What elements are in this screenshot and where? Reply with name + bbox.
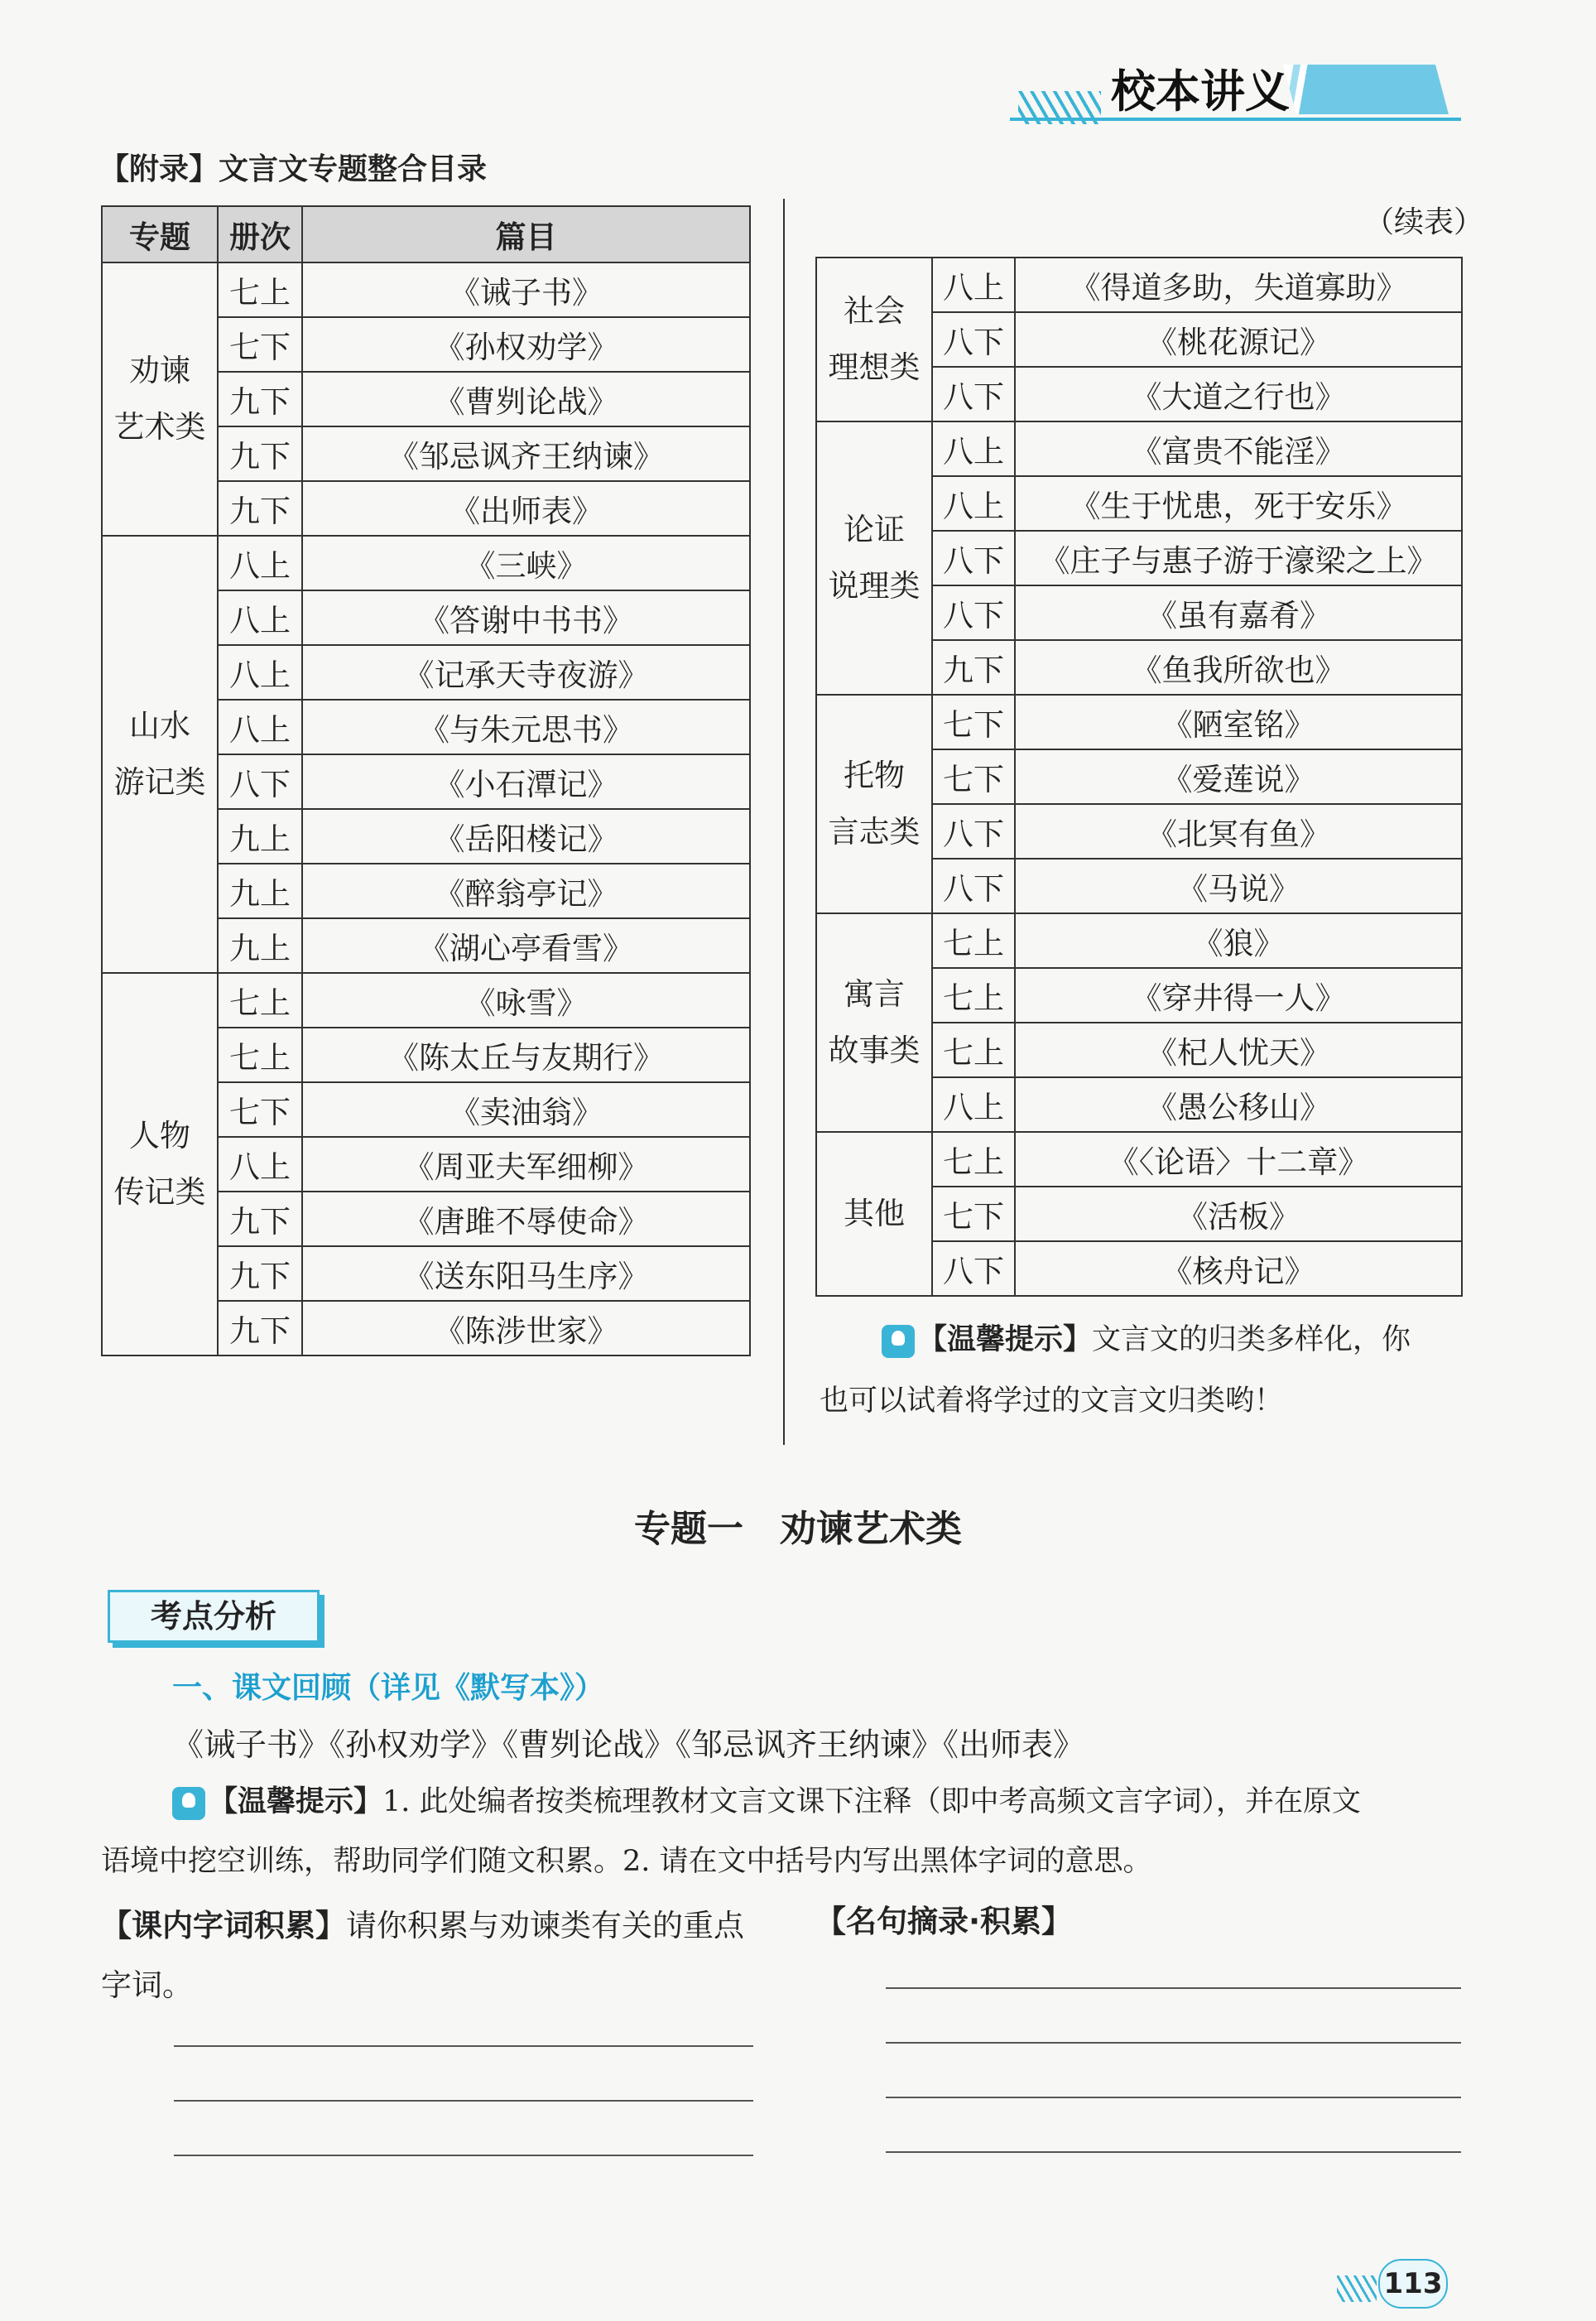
topic-text-line1: 山水 (129, 708, 190, 744)
volume-cell: 八上 (218, 536, 302, 590)
table-row (102, 262, 750, 317)
volume-cell: 八下 (932, 585, 1015, 640)
header-title-col: 篇目 (302, 206, 750, 262)
kaodian-badge: 考点分析 (108, 1590, 320, 1643)
article-cell: 《大道之行也》 (1015, 367, 1462, 421)
table-row (816, 913, 1462, 968)
topic-text-line2: 理想类 (828, 349, 921, 385)
volume-cell: 八下 (932, 1241, 1015, 1296)
writing-line[interactable] (886, 2151, 1461, 2153)
volume-cell: 七上 (218, 973, 302, 1028)
article-cell: 《孙权劝学》 (302, 317, 750, 372)
writing-line[interactable] (174, 2155, 753, 2156)
topic-text-line1: 论证 (844, 512, 905, 547)
article-cell: 《送东阳马生序》 (302, 1246, 750, 1301)
volume-cell: 八上 (932, 421, 1015, 476)
table-row (816, 421, 1462, 476)
writing-line[interactable] (886, 2097, 1461, 2098)
tip-text: 也可以试着将学过的文言文归类哟！ (820, 1384, 1284, 1418)
article-cell: 《愚公移山》 (1015, 1077, 1462, 1132)
volume-cell: 八下 (932, 859, 1015, 913)
topic-text-line2: 说理类 (828, 568, 921, 604)
article-cell: 《富贵不能淫》 (1015, 421, 1462, 476)
writing-line[interactable] (174, 2100, 753, 2102)
article-cell: 《陋室铭》 (1015, 695, 1462, 749)
header-volume: 册次 (218, 206, 302, 262)
volume-cell: 九上 (218, 918, 302, 973)
article-cell: 《三峡》 (302, 536, 750, 590)
article-cell: 《诫子书》 (302, 262, 750, 317)
article-cell: 《咏雪》 (302, 973, 750, 1028)
topic-text-line1: 劝谏 (129, 353, 190, 388)
article-cell: 《答谢中书书》 (302, 590, 750, 645)
volume-cell: 七上 (932, 1023, 1015, 1077)
volume-cell: 八上 (218, 645, 302, 700)
volume-cell: 七上 (932, 968, 1015, 1023)
volume-cell: 九上 (218, 809, 302, 864)
tip-text: 文言文的归类多样化，你 (1092, 1323, 1411, 1356)
article-cell: 《卖油翁》 (302, 1082, 750, 1137)
topic-text-line2: 艺术类 (113, 409, 206, 445)
volume-cell: 七下 (932, 749, 1015, 804)
volume-cell: 七上 (218, 1028, 302, 1082)
column-divider (783, 199, 785, 1445)
volume-cell: 九下 (218, 426, 302, 481)
article-cell: 《记承天寺夜游》 (302, 645, 750, 700)
lightbulb-icon (172, 1787, 205, 1820)
topic-text-line1: 其他 (844, 1196, 905, 1231)
article-cell: 《马说》 (1015, 859, 1462, 913)
volume-cell: 八下 (932, 531, 1015, 585)
volume-cell: 八上 (218, 590, 302, 645)
volume-cell: 七上 (218, 262, 302, 317)
page-number-stripes (1337, 2275, 1377, 2302)
tip-box-2 (172, 1772, 1361, 1832)
section-label: 【课内字词积累】 (101, 1908, 346, 1943)
appendix-title: 【附录】文言文专题整合目录 (99, 152, 488, 186)
tip-label: 【温馨提示】 (918, 1323, 1093, 1356)
article-cell: 《陈太丘与友期行》 (302, 1028, 750, 1082)
writing-line[interactable] (886, 2042, 1461, 2044)
article-cell: 《醉翁亭记》 (302, 864, 750, 918)
volume-cell: 八上 (932, 476, 1015, 531)
volume-cell: 八下 (218, 754, 302, 809)
writing-line[interactable] (174, 2045, 753, 2047)
volume-cell: 九下 (218, 372, 302, 426)
article-cell: 《周亚夫军细柳》 (302, 1137, 750, 1192)
article-cell: 《核舟记》 (1015, 1241, 1462, 1296)
volume-cell: 七上 (932, 1132, 1015, 1187)
volume-cell: 八上 (932, 1077, 1015, 1132)
header-banner (1002, 60, 1465, 124)
article-cell: 《曹刿论战》 (302, 372, 750, 426)
section-label: 【名句摘录·积累】 (815, 1904, 1073, 1939)
topic-cell (816, 258, 932, 421)
volume-cell: 七上 (932, 913, 1015, 968)
topic-cell (816, 1132, 932, 1296)
article-cell: 《邹忌讽齐王纳谏》 (302, 426, 750, 481)
table-row (816, 1132, 1462, 1187)
article-cell: 《湖心亭看雪》 (302, 918, 750, 973)
catalog-table-right (815, 257, 1463, 1297)
quote-section (815, 1896, 1072, 1941)
volume-cell: 七下 (218, 1082, 302, 1137)
article-cell: 《〈论语〉十二章》 (1015, 1132, 1462, 1187)
topic-cell (816, 421, 932, 695)
tip-box-1-line2 (820, 1371, 1283, 1431)
article-cell: 《得道多助，失道寡助》 (1015, 258, 1462, 312)
topic-cell (102, 536, 218, 973)
article-cell: 《唐雎不辱使命》 (302, 1192, 750, 1246)
volume-cell: 八下 (932, 312, 1015, 367)
volume-cell: 八下 (932, 804, 1015, 859)
article-cell: 《小石潭记》 (302, 754, 750, 809)
volume-cell: 八上 (218, 700, 302, 754)
volume-cell: 九下 (218, 481, 302, 536)
page-number: 113 (1378, 2259, 1448, 2309)
volume-cell: 八下 (932, 367, 1015, 421)
volume-cell: 七下 (932, 695, 1015, 749)
tip-box-1 (882, 1310, 1411, 1370)
continued-label: （续表） (1364, 205, 1484, 239)
article-cell: 《活板》 (1015, 1187, 1462, 1241)
header-title: 校本讲义 (1111, 65, 1290, 118)
lightbulb-icon (882, 1325, 915, 1358)
article-cell: 《桃花源记》 (1015, 312, 1462, 367)
table-row (102, 973, 750, 1028)
header-topic: 专题 (102, 206, 218, 262)
review-heading: 一、课文回顾（详见《默写本》） (172, 1671, 605, 1705)
topic-text-line1: 社会 (844, 293, 905, 329)
section-text: 请你积累与劝谏类有关的重点字词。 (101, 1908, 744, 2003)
volume-cell: 九上 (218, 864, 302, 918)
topic-text-line2: 言志类 (828, 814, 921, 850)
topic-text-line1: 寓言 (844, 976, 905, 1012)
volume-cell: 八上 (218, 1137, 302, 1192)
writing-line[interactable] (886, 1987, 1461, 1989)
word-accumulation-section (101, 1896, 763, 2015)
article-cell: 《出师表》 (302, 481, 750, 536)
topic-text-line2: 故事类 (828, 1033, 921, 1068)
article-cell: 《与朱元思书》 (302, 700, 750, 754)
article-cell: 《杞人忧天》 (1015, 1023, 1462, 1077)
topic-cell (816, 913, 932, 1132)
volume-cell: 九下 (218, 1246, 302, 1301)
topic-cell (816, 695, 932, 913)
topic-title: 专题一 劝谏艺术类 (634, 1508, 962, 1550)
tip-label: 【温馨提示】 (209, 1785, 383, 1818)
tip-text: 1. 此处编者按类梳理教材文言文课下注释（即中考高频文言字词），并在原文 (382, 1785, 1362, 1818)
table-row (816, 695, 1462, 749)
topic-cell (102, 973, 218, 1356)
tip-box-2-line2 (101, 1832, 1152, 1891)
volume-cell: 七下 (218, 317, 302, 372)
review-texts: 《诫子书》《孙权劝学》《曹刿论战》《邹忌讽齐王纳谏》《出师表》 (172, 1726, 1085, 1763)
article-cell: 《狼》 (1015, 913, 1462, 968)
article-cell: 《爱莲说》 (1015, 749, 1462, 804)
table-row (816, 258, 1462, 312)
topic-text-line1: 人物 (129, 1118, 190, 1153)
volume-cell: 九下 (932, 640, 1015, 695)
article-cell: 《虽有嘉肴》 (1015, 585, 1462, 640)
article-cell: 《庄子与惠子游于濠梁之上》 (1015, 531, 1462, 585)
topic-text-line1: 托物 (844, 758, 905, 793)
topic-cell (102, 262, 218, 536)
article-cell: 《岳阳楼记》 (302, 809, 750, 864)
article-cell: 《穿井得一人》 (1015, 968, 1462, 1023)
volume-cell: 七下 (932, 1187, 1015, 1241)
topic-text-line2: 传记类 (113, 1174, 206, 1210)
volume-cell: 九下 (218, 1192, 302, 1246)
table-row (102, 536, 750, 590)
volume-cell: 九下 (218, 1301, 302, 1356)
tip-text: 语境中挖空训练，帮助同学们随文积累。2. 请在文中括号内写出黑体字词的意思。 (101, 1845, 1152, 1878)
volume-cell: 八上 (932, 258, 1015, 312)
topic-text-line2: 游记类 (113, 764, 206, 800)
article-cell: 《北冥有鱼》 (1015, 804, 1462, 859)
article-cell: 《陈涉世家》 (302, 1301, 750, 1356)
header-underline (1010, 118, 1461, 121)
article-cell: 《生于忧患，死于安乐》 (1015, 476, 1462, 531)
catalog-table-left (101, 205, 751, 1356)
article-cell: 《鱼我所欲也》 (1015, 640, 1462, 695)
